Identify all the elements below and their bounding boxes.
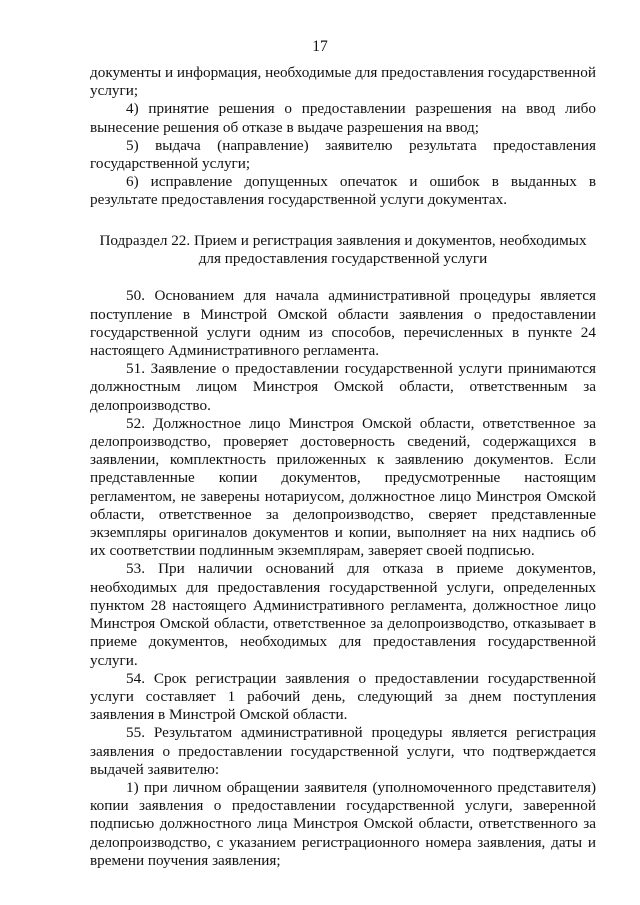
item-51: 51. Заявление о предоставлении государственной услуги принимаются должностным лицом Минстроя Омской области, ответственным за делопроизводство. xyxy=(90,360,596,414)
item-53: 53. При наличии оснований для отказа в приеме документов, необходимых для предоставления государственной услуги, определенных пунктом 28 настоящего Административного регламента, должностное лицо Минстроя Омской области, ответственное за делопроизводство, отказывает в приеме документов, необходимых для предоставления государственной услуги. xyxy=(90,560,596,669)
item-55-sub-1: 1) при личном обращении заявителя (уполномоченного представителя) копии заявления о предоставлении государственной услуги, заверенной подписью должностного лица Минстроя Омской области, ответственного за делопроизводство, с указанием регистрационного номера заявления, даты и времени поучения заявления; xyxy=(90,778,596,869)
subsection-heading: Подраздел 22. Прием и регистрация заявления и документов, необходимых для предоставления государственной услуги xyxy=(99,231,587,268)
paragraph: 4) принятие решения о предоставлении разрешения на ввод либо вынесение решения об отказе в выдаче разрешения на ввод; xyxy=(90,100,596,136)
document-body xyxy=(90,64,596,870)
paragraph: 5) выдача (направление) заявителю результата предоставления государственной услуги; xyxy=(90,136,596,173)
item-50: 50. Основанием для начала административной процедуры является поступление в Минстрой Омской области заявления о предоставлении государственной услуги одним из способов, перечисленных в пункте 24 настоящего Административного регламента. xyxy=(90,287,596,360)
item-52: 52. Должностное лицо Минстроя Омской области, ответственное за делопроизводство, проверяет достоверность сведений, содержащихся в заявлении, комплектность приложенных к заявлению документов. Если представленные копии документов, предусмотренные настоящим регламентом, не заверены нотариусом, должностное лицо Минстроя Омской области, ответственное за делопроизводство, сверяет представленные экземпляры оригиналов документов и копии, выполняет на них надпись об их соответствии подлинным экземплярам, заверяет своей подписью. xyxy=(90,414,596,560)
item-54: 54. Срок регистрации заявления о предоставлении государственной услуги составляет 1 рабочий день, следующий за днем поступления заявления в Минстрой Омской области. xyxy=(90,669,596,724)
page-number: 17 xyxy=(312,38,328,55)
paragraph: документы и информация, необходимые для предоставления государственной услуги; xyxy=(90,64,596,100)
item-55: 55. Результатом административной процедуры является регистрация заявления о предоставлении государственной услуги, что подтверждается выдачей заявителю: xyxy=(90,724,596,778)
paragraph: 6) исправление допущенных опечаток и ошибок в выданных в результате предоставления государственной услуги документах. xyxy=(90,173,596,209)
